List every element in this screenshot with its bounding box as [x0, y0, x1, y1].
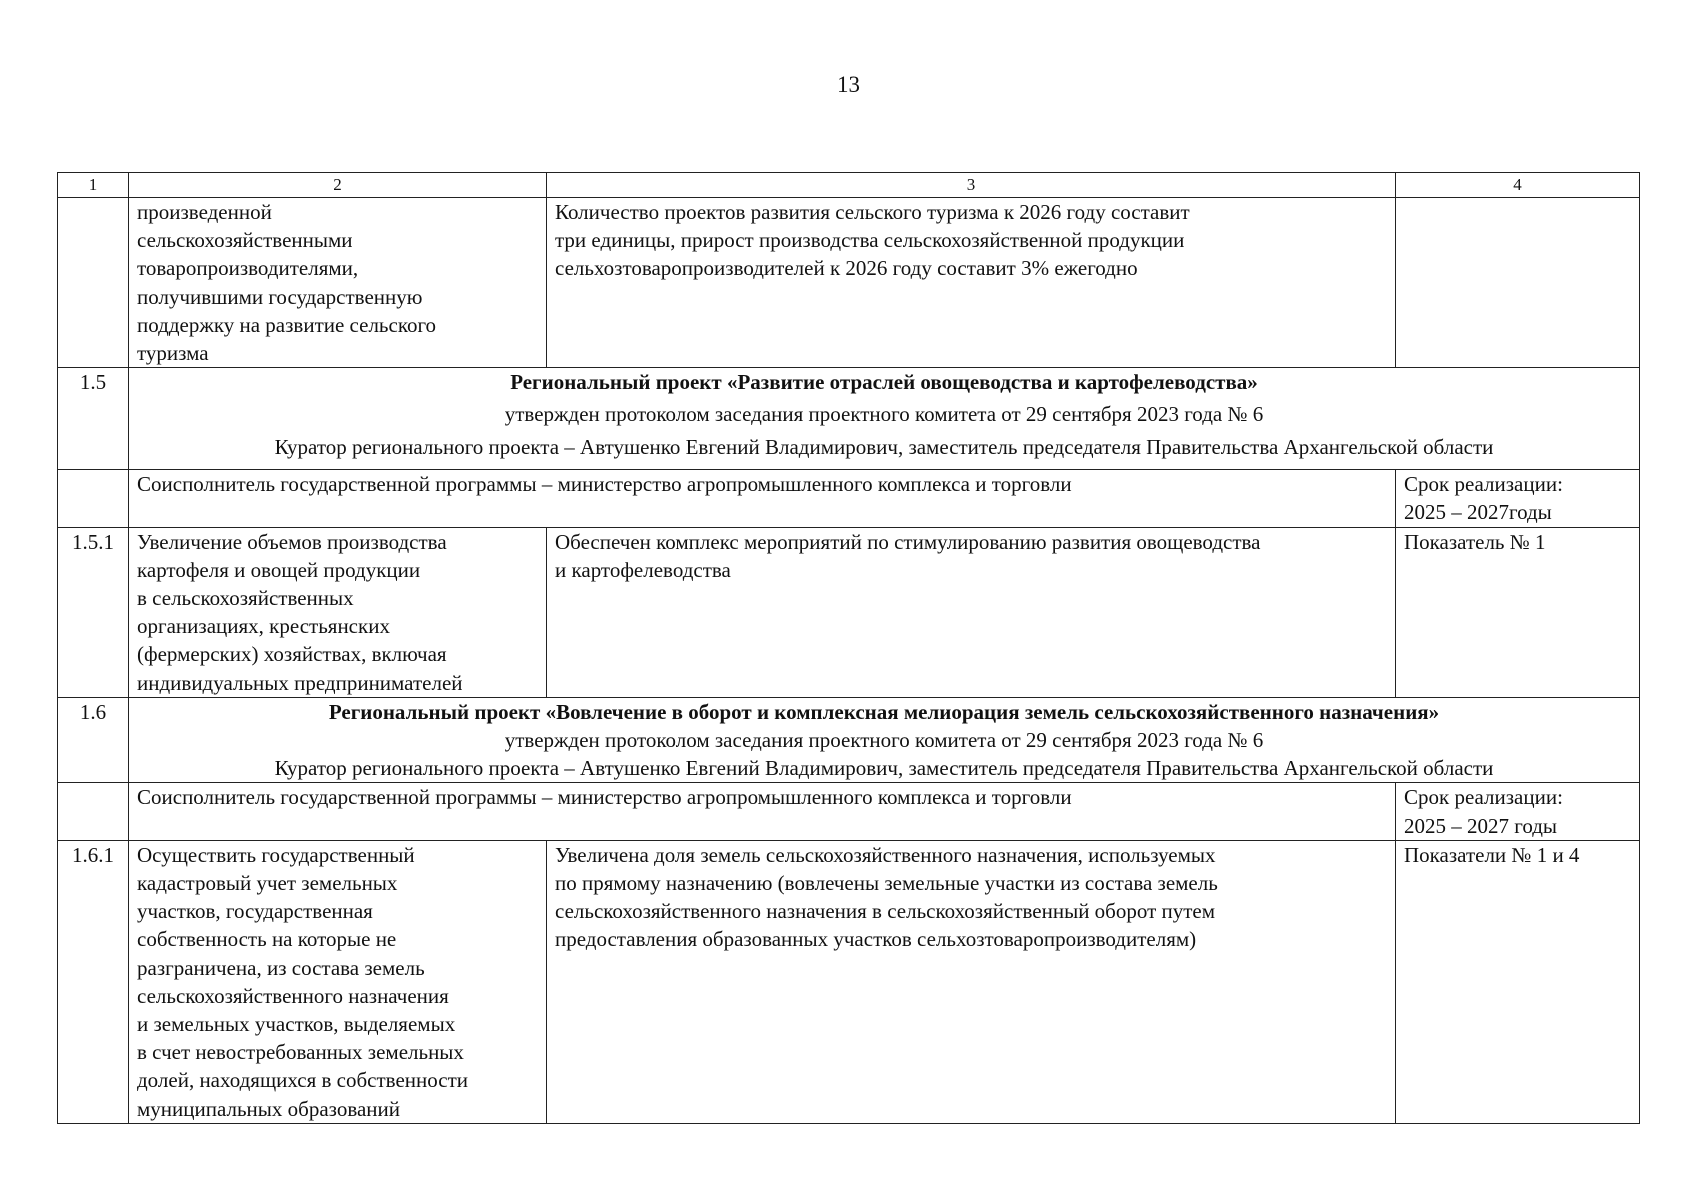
table-row: [58, 527, 1640, 697]
project-title: Региональный проект «Вовлечение в оборот и комплексная мелиорация земель сельскохозяйственного назначения»: [328, 699, 1440, 724]
coexecutor-cell: Соисполнитель государственной программы – министерство агропромышленного комплекса и торговли: [129, 783, 1396, 840]
coexecutor-row: [58, 783, 1640, 840]
result-cell: Обеспечен комплекс мероприятий по стимулированию развития овощеводства и картофелеводства: [547, 527, 1396, 697]
project-row: [58, 697, 1640, 783]
project-curator: Куратор регионального проекта – Автушенко Евгений Владимирович, заместитель председателя Правительства Архангельской области: [274, 756, 1494, 781]
row-number: 1.5.1: [58, 527, 129, 697]
indicator-cell: Показатель № 1: [1396, 527, 1640, 697]
result-cell: Увеличена доля земель сельскохозяйственного назначения, используемых по прямому назначению (вовлечены земельные участки из состава земель сельскохозяйственного назначения в сельскохозяйственный оборот путем предоставления образованных участков сельхозтоваропроизводителям): [547, 840, 1396, 1123]
project-row: [58, 368, 1640, 470]
coexecutor-cell: Соисполнитель государственной программы – министерство агропромышленного комплекса и торговли: [129, 470, 1396, 527]
measure-cell: Осуществить государственный кадастровый учет земельных участков, государственная собственность на которые не разграничена, из состава земель сельскохозяйственного назначения и земельных участков, выделяемых в счет невостребованных земельных долей, находящихся в собственности муниципальных образований: [129, 840, 547, 1123]
indicator-cell: Показатели № 1 и 4: [1396, 840, 1640, 1123]
project-title: Региональный проект «Развитие отраслей овощеводства и картофелеводства»: [510, 370, 1258, 395]
term-cell: Срок реализации: 2025 – 2027 годы: [1396, 783, 1640, 840]
project-title-cell: [129, 368, 1640, 470]
table-header-row: [58, 173, 1640, 198]
table-row: [58, 198, 1640, 368]
row-number: 1.5: [58, 368, 129, 470]
row-number: [58, 470, 129, 527]
project-approval: утвержден протоколом заседания проектного комитета от 29 сентября 2023 года № 6: [504, 728, 1264, 753]
row-number: 1.6.1: [58, 840, 129, 1123]
coexecutor-row: [58, 470, 1640, 527]
header-cell-1: 1: [58, 173, 129, 198]
header-cell-4: 4: [1396, 173, 1640, 198]
project-curator: Куратор регионального проекта – Автушенко Евгений Владимирович, заместитель председателя Правительства Архангельской области: [274, 434, 1494, 459]
term-cell: Срок реализации: 2025 – 2027годы: [1396, 470, 1640, 527]
measure-cell: произведенной сельскохозяйственными товаропроизводителями, получившими государственную поддержку на развитие сельского туризма: [129, 198, 547, 368]
table-row: [58, 840, 1640, 1123]
measure-cell: Увеличение объемов производства картофеля и овощей продукции в сельскохозяйственных организациях, крестьянских (фермерских) хозяйствах, включая индивидуальных предпринимателей: [129, 527, 547, 697]
page-number: 13: [837, 72, 860, 97]
header-cell-3: 3: [547, 173, 1396, 198]
indicator-cell: [1396, 198, 1640, 368]
project-title-cell: [129, 697, 1640, 783]
row-number: 1.6: [58, 697, 129, 783]
project-approval: утвержден протоколом заседания проектного комитета от 29 сентября 2023 года № 6: [504, 402, 1264, 427]
result-cell: Количество проектов развития сельского туризма к 2026 году составит три единицы, прирост производства сельскохозяйственной продукции сельхозтоваропроизводителей к 2026 году составит 3% ежегодно: [547, 198, 1396, 368]
row-number: [58, 198, 129, 368]
row-number: [58, 783, 129, 840]
header-cell-2: 2: [129, 173, 547, 198]
program-table: [57, 172, 1640, 1124]
